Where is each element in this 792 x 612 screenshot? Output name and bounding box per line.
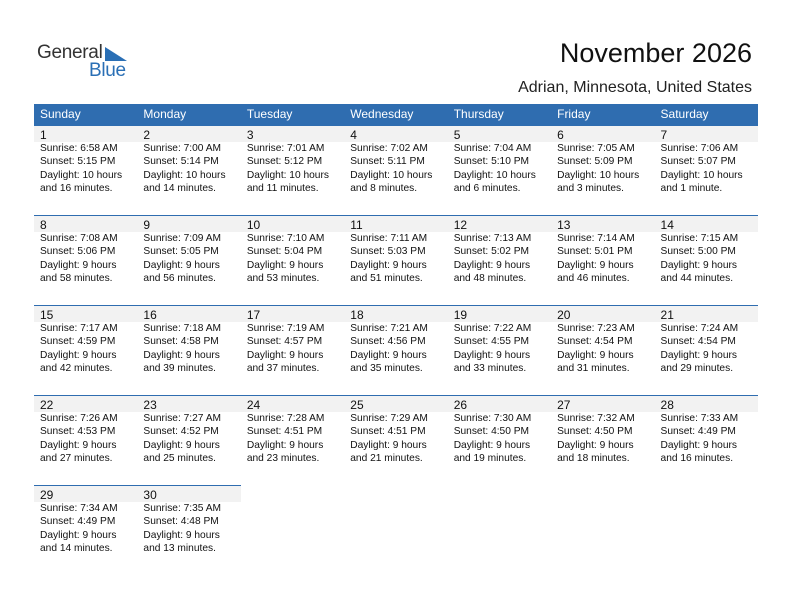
daylight-minutes: and 16 minutes. bbox=[40, 183, 113, 195]
daylight-hours: Daylight: 9 hours bbox=[660, 259, 737, 271]
day-number: 8 bbox=[40, 218, 47, 232]
daylight-minutes: and 8 minutes. bbox=[350, 183, 418, 195]
calendar-week-row bbox=[34, 395, 758, 485]
daylight-minutes: and 44 minutes. bbox=[660, 273, 734, 285]
sunrise-time: Sunrise: 7:10 AM bbox=[246, 233, 325, 244]
day-number: 29 bbox=[40, 488, 54, 502]
sunrise-time: Sunrise: 7:24 AM bbox=[660, 323, 739, 334]
day-cell bbox=[551, 305, 654, 376]
weekday-header-saturday: Saturday bbox=[660, 107, 709, 121]
sunset-time: Sunset: 5:05 PM bbox=[143, 246, 219, 258]
day-cell bbox=[344, 125, 447, 196]
sunset-time: Sunset: 4:52 PM bbox=[143, 426, 219, 438]
daylight-hours: Daylight: 10 hours bbox=[40, 169, 123, 181]
daylight-hours: Daylight: 9 hours bbox=[453, 439, 531, 451]
sunrise-time: Sunrise: 7:26 AM bbox=[40, 413, 118, 424]
daylight-hours: Daylight: 9 hours bbox=[246, 349, 324, 361]
calendar-week-row bbox=[34, 305, 758, 395]
daylight-minutes: and 14 minutes. bbox=[143, 183, 216, 195]
sunset-time: Sunset: 5:07 PM bbox=[660, 156, 736, 168]
sunset-time: Sunset: 5:15 PM bbox=[40, 156, 116, 168]
sunrise-time: Sunrise: 7:06 AM bbox=[660, 143, 739, 154]
page-title: November 2026 bbox=[559, 38, 752, 68]
logo-triangle-icon bbox=[105, 47, 127, 61]
sunrise-time: Sunrise: 7:13 AM bbox=[453, 233, 532, 244]
day-cell bbox=[344, 305, 447, 376]
daylight-hours: Daylight: 10 hours bbox=[557, 169, 640, 181]
day-cell bbox=[448, 215, 551, 286]
day-cell bbox=[551, 125, 654, 196]
sunrise-time: Sunrise: 7:22 AM bbox=[453, 323, 532, 334]
sunset-time: Sunset: 4:55 PM bbox=[453, 336, 530, 348]
sunrise-time: Sunrise: 7:00 AM bbox=[143, 143, 222, 154]
calendar-week-row bbox=[34, 125, 758, 215]
daylight-minutes: and 56 minutes. bbox=[143, 273, 216, 285]
daylight-minutes: and 25 minutes. bbox=[143, 453, 216, 465]
sunrise-time: Sunrise: 7:17 AM bbox=[40, 323, 118, 334]
daylight-minutes: and 11 minutes. bbox=[246, 183, 319, 195]
day-cell bbox=[241, 395, 344, 466]
daylight-minutes: and 31 minutes. bbox=[557, 363, 630, 375]
daylight-minutes: and 33 minutes. bbox=[453, 363, 527, 375]
sunrise-time: Sunrise: 7:11 AM bbox=[350, 233, 428, 244]
day-number: 16 bbox=[143, 308, 157, 322]
daylight-minutes: and 42 minutes. bbox=[40, 363, 113, 375]
sunrise-time: Sunrise: 7:28 AM bbox=[246, 413, 325, 424]
sunset-time: Sunset: 4:53 PM bbox=[40, 426, 116, 438]
day-number: 15 bbox=[40, 308, 54, 322]
weekday-header-thursday: Thursday bbox=[453, 107, 504, 121]
daylight-hours: Daylight: 9 hours bbox=[143, 259, 220, 271]
day-number: 27 bbox=[557, 398, 571, 412]
day-cell bbox=[655, 215, 758, 286]
daylight-hours: Daylight: 9 hours bbox=[557, 349, 634, 361]
day-cell bbox=[34, 395, 137, 466]
day-cell bbox=[137, 305, 240, 376]
daylight-hours: Daylight: 9 hours bbox=[40, 349, 117, 361]
sunset-time: Sunset: 5:04 PM bbox=[246, 246, 323, 258]
sunset-time: Sunset: 5:10 PM bbox=[453, 156, 530, 168]
daylight-hours: Daylight: 9 hours bbox=[350, 349, 427, 361]
sunrise-time: Sunrise: 7:32 AM bbox=[557, 413, 635, 424]
sunset-time: Sunset: 4:56 PM bbox=[350, 336, 426, 348]
daylight-minutes: and 35 minutes. bbox=[350, 363, 423, 375]
day-number: 26 bbox=[453, 398, 468, 412]
sunset-time: Sunset: 4:54 PM bbox=[660, 336, 736, 348]
sunset-time: Sunset: 4:59 PM bbox=[40, 336, 116, 348]
daylight-minutes: and 6 minutes. bbox=[453, 183, 521, 195]
weekday-header-wednesday: Wednesday bbox=[350, 107, 414, 121]
daylight-hours: Daylight: 9 hours bbox=[660, 439, 737, 451]
daylight-hours: Daylight: 9 hours bbox=[350, 259, 427, 271]
weekday-header-friday: Friday bbox=[557, 107, 591, 121]
day-number: 10 bbox=[246, 218, 261, 232]
day-number: 7 bbox=[660, 128, 668, 142]
sunset-time: Sunset: 4:51 PM bbox=[246, 426, 323, 438]
calendar-week-row bbox=[34, 485, 758, 575]
daylight-minutes: and 39 minutes. bbox=[143, 363, 216, 375]
logo-text-general: General bbox=[37, 42, 103, 63]
daylight-minutes: and 46 minutes. bbox=[557, 273, 630, 285]
sunrise-time: Sunrise: 7:01 AM bbox=[246, 143, 325, 154]
day-number: 22 bbox=[40, 398, 54, 412]
daylight-minutes: and 51 minutes. bbox=[350, 273, 423, 285]
day-number: 18 bbox=[350, 308, 364, 322]
weekday-header-sunday: Sunday bbox=[40, 107, 81, 121]
sunset-time: Sunset: 5:02 PM bbox=[453, 246, 530, 258]
sunset-time: Sunset: 5:06 PM bbox=[40, 246, 116, 258]
sunrise-time: Sunrise: 7:09 AM bbox=[143, 233, 222, 244]
sunrise-time: Sunrise: 7:04 AM bbox=[453, 143, 532, 154]
sunset-time: Sunset: 5:12 PM bbox=[246, 156, 323, 168]
day-cell bbox=[241, 215, 344, 286]
day-cell bbox=[241, 305, 344, 376]
sunrise-time: Sunrise: 7:23 AM bbox=[557, 323, 635, 334]
sunrise-time: Sunrise: 7:05 AM bbox=[557, 143, 635, 154]
daylight-minutes: and 29 minutes. bbox=[660, 363, 734, 375]
day-number: 9 bbox=[143, 218, 151, 232]
daylight-minutes: and 1 minute. bbox=[660, 183, 723, 195]
day-cell bbox=[551, 215, 654, 286]
daylight-minutes: and 18 minutes. bbox=[557, 453, 630, 465]
day-number: 24 bbox=[246, 398, 261, 412]
sunset-time: Sunset: 5:03 PM bbox=[350, 246, 426, 258]
day-cell bbox=[34, 215, 137, 286]
sunset-time: Sunset: 5:14 PM bbox=[143, 156, 219, 168]
sunset-time: Sunset: 4:50 PM bbox=[557, 426, 633, 438]
location-subtitle: Adrian, Minnesota, United States bbox=[518, 79, 752, 96]
sunset-time: Sunset: 5:01 PM bbox=[557, 246, 633, 258]
sunrise-time: Sunrise: 7:14 AM bbox=[557, 233, 635, 244]
sunrise-time: Sunrise: 7:35 AM bbox=[143, 503, 222, 514]
day-number: 28 bbox=[660, 398, 674, 412]
day-cell bbox=[551, 395, 654, 466]
sunrise-time: Sunrise: 7:34 AM bbox=[40, 503, 118, 514]
day-number: 19 bbox=[453, 308, 468, 322]
daylight-minutes: and 27 minutes. bbox=[40, 453, 113, 465]
day-number: 13 bbox=[557, 218, 571, 232]
day-number: 2 bbox=[143, 128, 151, 142]
day-cell bbox=[137, 125, 240, 196]
day-cell bbox=[448, 125, 551, 196]
day-number: 4 bbox=[350, 128, 357, 142]
day-cell bbox=[137, 215, 240, 286]
weekday-header-monday: Monday bbox=[143, 107, 187, 121]
day-number: 30 bbox=[143, 488, 157, 502]
day-cell bbox=[344, 215, 447, 286]
sunrise-time: Sunrise: 7:02 AM bbox=[350, 143, 428, 154]
weekday-header-row bbox=[34, 104, 758, 125]
sunrise-time: Sunrise: 7:19 AM bbox=[246, 323, 325, 334]
day-number: 3 bbox=[246, 128, 254, 142]
daylight-hours: Daylight: 10 hours bbox=[143, 169, 226, 181]
sunset-time: Sunset: 5:09 PM bbox=[557, 156, 633, 168]
sunset-time: Sunset: 4:51 PM bbox=[350, 426, 426, 438]
day-number: 25 bbox=[350, 398, 364, 412]
sunset-time: Sunset: 5:00 PM bbox=[660, 246, 736, 258]
day-number: 14 bbox=[660, 218, 674, 232]
daylight-hours: Daylight: 9 hours bbox=[246, 439, 324, 451]
daylight-minutes: and 58 minutes. bbox=[40, 273, 113, 285]
daylight-hours: Daylight: 9 hours bbox=[40, 529, 117, 541]
day-cell bbox=[655, 305, 758, 376]
sunrise-time: Sunrise: 7:18 AM bbox=[143, 323, 222, 334]
sunrise-time: Sunrise: 7:33 AM bbox=[660, 413, 739, 424]
day-cell bbox=[137, 395, 240, 466]
daylight-minutes: and 14 minutes. bbox=[40, 543, 113, 555]
sunset-time: Sunset: 4:57 PM bbox=[246, 336, 323, 348]
daylight-hours: Daylight: 9 hours bbox=[660, 349, 737, 361]
daylight-minutes: and 48 minutes. bbox=[453, 273, 527, 285]
day-cell bbox=[344, 395, 447, 466]
logo-text-blue: Blue bbox=[89, 60, 126, 81]
daylight-hours: Daylight: 9 hours bbox=[40, 439, 117, 451]
day-number: 5 bbox=[453, 128, 461, 142]
sunrise-time: Sunrise: 7:21 AM bbox=[350, 323, 428, 334]
daylight-minutes: and 53 minutes. bbox=[246, 273, 320, 285]
daylight-hours: Daylight: 9 hours bbox=[246, 259, 324, 271]
day-number: 11 bbox=[350, 218, 363, 232]
daylight-minutes: and 19 minutes. bbox=[453, 453, 527, 465]
sunset-time: Sunset: 4:48 PM bbox=[143, 516, 219, 528]
daylight-hours: Daylight: 9 hours bbox=[40, 259, 117, 271]
sunrise-time: Sunrise: 7:08 AM bbox=[40, 233, 118, 244]
sunrise-time: Sunrise: 7:29 AM bbox=[350, 413, 428, 424]
day-cell bbox=[241, 125, 344, 196]
daylight-hours: Daylight: 9 hours bbox=[143, 439, 220, 451]
sunrise-time: Sunrise: 7:27 AM bbox=[143, 413, 222, 424]
day-cell bbox=[34, 305, 137, 376]
sunset-time: Sunset: 5:11 PM bbox=[350, 156, 425, 168]
daylight-hours: Daylight: 10 hours bbox=[660, 169, 743, 181]
calendar-week-row bbox=[34, 215, 758, 305]
day-number: 6 bbox=[557, 128, 564, 142]
day-cell bbox=[448, 305, 551, 376]
day-cell bbox=[655, 395, 758, 466]
daylight-minutes: and 3 minutes. bbox=[557, 183, 624, 195]
sunrise-time: Sunrise: 7:15 AM bbox=[660, 233, 739, 244]
daylight-hours: Daylight: 10 hours bbox=[350, 169, 433, 181]
daylight-minutes: and 13 minutes. bbox=[143, 543, 216, 555]
daylight-hours: Daylight: 9 hours bbox=[557, 259, 634, 271]
day-cell bbox=[655, 125, 758, 196]
sunset-time: Sunset: 4:49 PM bbox=[660, 426, 736, 438]
sunrise-time: Sunrise: 7:30 AM bbox=[453, 413, 532, 424]
day-cell bbox=[448, 395, 551, 466]
day-cell bbox=[137, 485, 240, 556]
daylight-hours: Daylight: 9 hours bbox=[350, 439, 427, 451]
brand-logo bbox=[37, 42, 137, 82]
sunset-time: Sunset: 4:54 PM bbox=[557, 336, 633, 348]
day-number: 1 bbox=[40, 128, 47, 142]
sunset-time: Sunset: 4:50 PM bbox=[453, 426, 530, 438]
day-number: 17 bbox=[246, 308, 261, 322]
daylight-minutes: and 23 minutes. bbox=[246, 453, 320, 465]
day-cell bbox=[34, 125, 137, 196]
daylight-hours: Daylight: 9 hours bbox=[453, 259, 531, 271]
day-number: 23 bbox=[143, 398, 157, 412]
calendar-grid bbox=[34, 104, 758, 575]
day-number: 12 bbox=[453, 218, 468, 232]
daylight-hours: Daylight: 9 hours bbox=[143, 349, 220, 361]
day-number: 21 bbox=[660, 308, 674, 322]
daylight-minutes: and 21 minutes. bbox=[350, 453, 423, 465]
sunrise-time: Sunrise: 6:58 AM bbox=[40, 143, 118, 154]
day-number: 20 bbox=[557, 308, 571, 322]
weekday-header-tuesday: Tuesday bbox=[246, 107, 293, 121]
daylight-hours: Daylight: 9 hours bbox=[143, 529, 220, 541]
daylight-hours: Daylight: 9 hours bbox=[453, 349, 531, 361]
daylight-minutes: and 16 minutes. bbox=[660, 453, 734, 465]
daylight-hours: Daylight: 9 hours bbox=[557, 439, 634, 451]
daylight-minutes: and 37 minutes. bbox=[246, 363, 320, 375]
day-cell bbox=[34, 485, 137, 556]
sunset-time: Sunset: 4:49 PM bbox=[40, 516, 116, 528]
sunset-time: Sunset: 4:58 PM bbox=[143, 336, 219, 348]
daylight-hours: Daylight: 10 hours bbox=[246, 169, 329, 181]
daylight-hours: Daylight: 10 hours bbox=[453, 169, 536, 181]
